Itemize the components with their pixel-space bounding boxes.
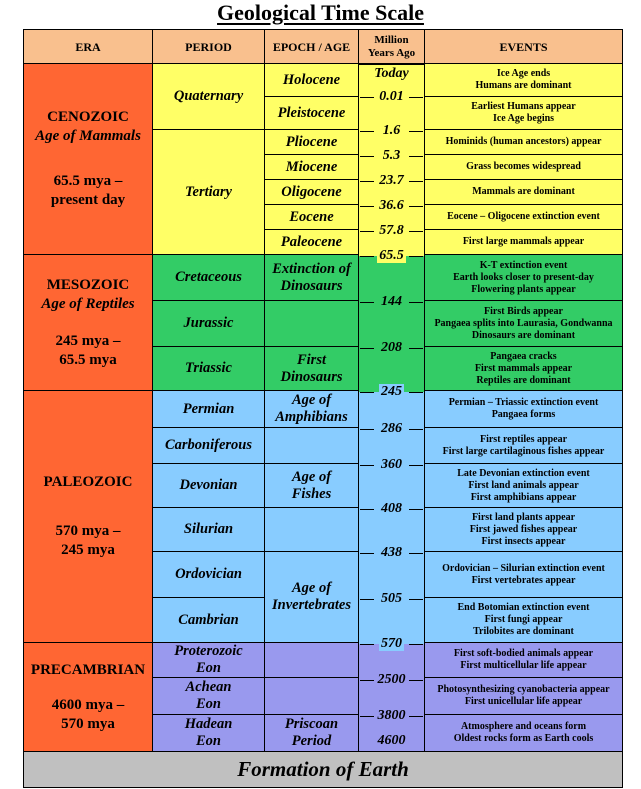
epoch-miocene: Miocene bbox=[264, 154, 359, 180]
epoch-eocene: Eocene bbox=[264, 204, 359, 230]
events-miocene: Grass becomes widespread bbox=[424, 154, 623, 180]
header-epoch: EPOCH / AGE bbox=[264, 29, 359, 64]
events-oligocene: Mammals are dominant bbox=[424, 179, 623, 205]
era-name: CENOZOIC bbox=[47, 109, 129, 125]
period-carboniferous: Carboniferous bbox=[152, 427, 265, 464]
period-devonian: Devonian bbox=[152, 463, 265, 508]
era-range: 245 mya bbox=[61, 542, 115, 558]
epoch-pliocene: Pliocene bbox=[264, 129, 359, 155]
header-mya: Million Years Ago bbox=[358, 29, 425, 64]
epoch-holocene: Holocene bbox=[264, 63, 359, 97]
era-range: 570 mya – bbox=[55, 523, 121, 539]
events-silurian: First land plants appear First jawed fishes appear First insects appear bbox=[424, 507, 623, 552]
period-cretaceous: Cretaceous bbox=[152, 254, 265, 301]
epoch-empty bbox=[264, 677, 359, 715]
events-cambrian: End Botomian extinction event First fungi appear Trilobites are dominant bbox=[424, 597, 623, 643]
era-name: PRECAMBRIAN bbox=[30, 661, 146, 678]
mya-column-border bbox=[358, 63, 425, 752]
epoch-empty bbox=[264, 300, 359, 347]
mya-today: Today bbox=[374, 66, 409, 81]
formation-of-earth-banner: Formation of Earth bbox=[23, 751, 623, 788]
epoch-oligocene: Oligocene bbox=[264, 179, 359, 205]
mya-column: Today 4600 0.01 1.6 5.3 23.7 36.6 57.8 65.5 144 208 245 286 360 408 438 505 570 2500 3800 bbox=[358, 64, 425, 751]
events-carboniferous: First reptiles appear First large cartilaginous fishes appear bbox=[424, 427, 623, 464]
epoch-priscoan-period: Priscoan Period bbox=[264, 714, 359, 752]
epoch-empty bbox=[264, 642, 359, 678]
period-ordovician: Ordovician bbox=[152, 551, 265, 598]
era-precambrian bbox=[23, 642, 153, 752]
period-silurian: Silurian bbox=[152, 507, 265, 552]
events-pleistocene: Earliest Humans appear Ice Age begins bbox=[424, 96, 623, 130]
page-title: Geological Time Scale bbox=[217, 0, 424, 25]
era-mesozoic bbox=[23, 254, 153, 391]
era-range: present day bbox=[50, 192, 126, 208]
era-range: 65.5 mya – bbox=[53, 173, 123, 189]
period-achean: Achean Eon bbox=[152, 677, 265, 715]
epoch-extinction-of-dinosaurs: Extinction of Dinosaurs bbox=[264, 254, 359, 301]
epoch-first-dinosaurs: First Dinosaurs bbox=[264, 346, 359, 391]
period-hadean: Hadean Eon bbox=[152, 714, 265, 752]
events-ordovician: Ordovician – Silurian extinction event First vertebrates appear bbox=[424, 551, 623, 598]
events-pliocene: Hominids (human ancestors) appear bbox=[424, 129, 623, 155]
mya-4600: 4600 bbox=[377, 733, 406, 748]
epoch-pleistocene: Pleistocene bbox=[264, 96, 359, 130]
era-name: PALEOZOIC bbox=[43, 474, 133, 490]
events-cretaceous: K-T extinction event Earth looks closer to present-day Flowering plants appear bbox=[424, 254, 623, 301]
era-subtitle: Age of Mammals bbox=[35, 128, 141, 144]
era-paleozoic bbox=[23, 390, 153, 643]
period-cambrian: Cambrian bbox=[152, 597, 265, 643]
period-permian: Permian bbox=[152, 390, 265, 428]
period-tertiary: Tertiary bbox=[152, 129, 265, 255]
events-paleocene: First large mammals appear bbox=[424, 229, 623, 255]
epoch-empty bbox=[264, 427, 359, 464]
era-cenozoic bbox=[23, 63, 153, 255]
events-achean: Photosynthesizing cyanobacteria appear First unicellular life appear bbox=[424, 677, 623, 715]
epoch-age-of-fishes: Age of Fishes bbox=[264, 463, 359, 508]
era-range: 65.5 mya bbox=[59, 351, 117, 368]
events-eocene: Eocene – Oligocene extinction event bbox=[424, 204, 623, 230]
epoch-age-of-amphibians: Age of Amphibians bbox=[264, 390, 359, 428]
era-range: 4600 mya – bbox=[51, 696, 125, 713]
events-devonian: Late Devonian extinction event First land animals appear First amphibians appear bbox=[424, 463, 623, 508]
period-jurassic: Jurassic bbox=[152, 300, 265, 347]
era-range: 245 mya – bbox=[55, 332, 121, 349]
events-jurassic: First Birds appear Pangaea splits into Laurasia, Gondwanna Dinosaurs are dominant bbox=[424, 300, 623, 347]
time-scale-table bbox=[23, 29, 623, 781]
events-permian: Permian – Triassic extinction event Pangaea forms bbox=[424, 390, 623, 428]
era-name: MESOZOIC bbox=[46, 276, 130, 293]
events-holocene: Ice Age ends Humans are dominant bbox=[424, 63, 623, 97]
header-period: PERIOD bbox=[152, 29, 265, 64]
events-hadean: Atmosphere and oceans form Oldest rocks form as Earth cools bbox=[424, 714, 623, 752]
epoch-paleocene: Paleocene bbox=[264, 229, 359, 255]
period-proterozoic: Proterozoic Eon bbox=[152, 642, 265, 678]
period-triassic: Triassic bbox=[152, 346, 265, 391]
epoch-empty bbox=[264, 507, 359, 552]
period-quaternary: Quaternary bbox=[152, 63, 265, 130]
header-era: ERA bbox=[23, 29, 153, 64]
era-subtitle: Age of Reptiles bbox=[41, 295, 135, 312]
era-range: 570 mya bbox=[61, 715, 115, 732]
events-triassic: Pangaea cracks First mammals appear Reptiles are dominant bbox=[424, 346, 623, 391]
header-events: EVENTS bbox=[424, 29, 623, 64]
epoch-age-of-invertebrates: Age of Invertebrates bbox=[264, 551, 359, 643]
events-proterozoic: First soft-bodied animals appear First multicellular life appear bbox=[424, 642, 623, 678]
